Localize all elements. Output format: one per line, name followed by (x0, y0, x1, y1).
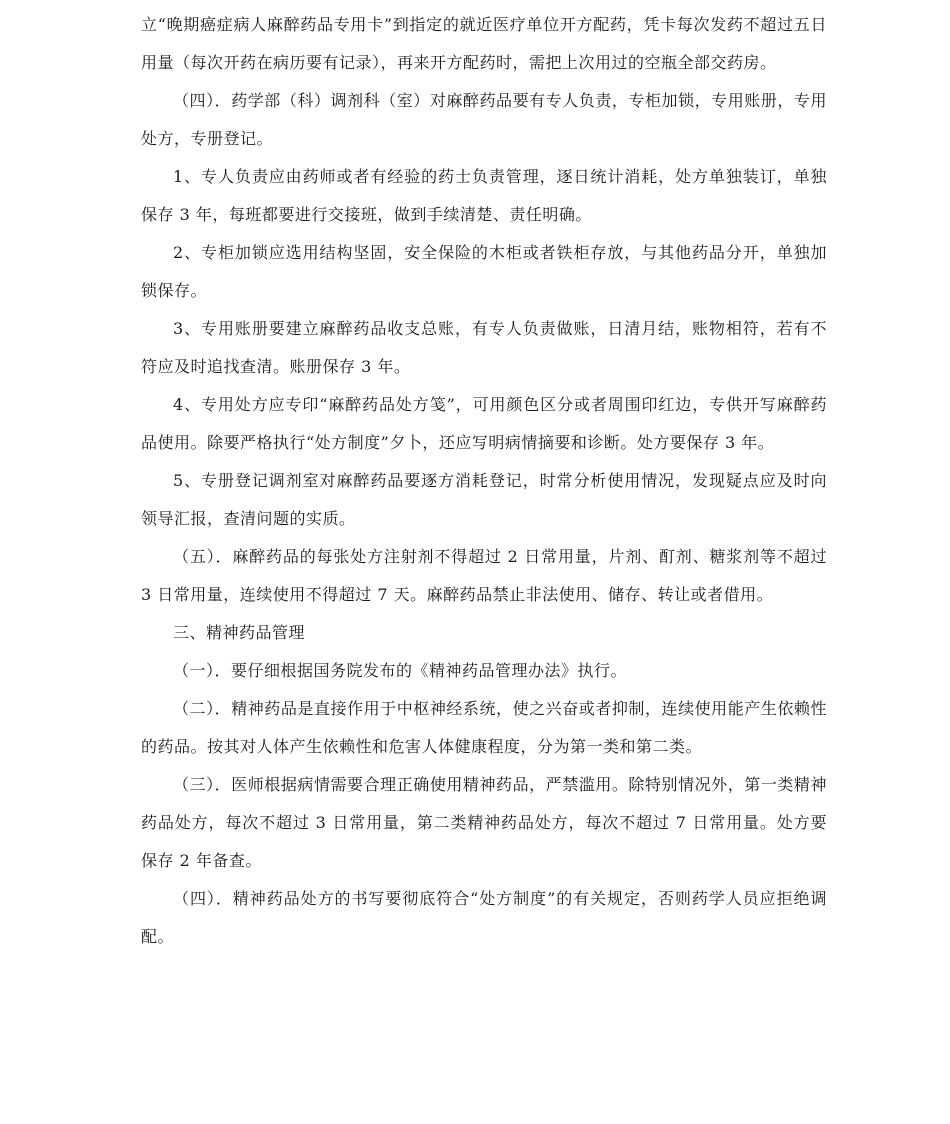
document-page (141, 6, 827, 956)
paragraph-1: 立“晚期癌症病人麻醉药品专用卡”到指定的就近医疗单位开方配药，凭卡每次发药不超过五日用量（每次开药在病历要有记录），再来开方配药时，需把上次用过的空瓶全部交药房。 (141, 15, 827, 72)
paragraph-3: 1、专人负责应由药师或者有经验的药士负责管理，逐日统计消耗，处方单独装订，单独保存 3 年，每班都要进行交接班，做到手续清楚、责任明确。 (141, 167, 827, 224)
paragraph-12: （三）．医师根据病情需要合理正确使用精神药品，严禁滥用。除特别情况外，第一类精神药品处方，每次不超过 3 日常用量，第二类精神药品处方，每次不超过 7 日常用量。处方要保存 2 年备查。 (141, 775, 827, 870)
paragraph-10: （一）．要仔细根据国务院发布的《精神药品管理办法》执行。 (173, 661, 628, 680)
paragraph-7: 5、专册登记调剂室对麻醉药品要逐方消耗登记，时常分析使用情况，发现疑点应及时向领导汇报，查清问题的实质。 (141, 471, 827, 528)
section-heading: 三、精神药品管理 (173, 623, 306, 642)
paragraph-8: （五）．麻醉药品的每张处方注射剂不得超过 2 日常用量，片剂、酊剂、糖浆剂等不超过 3 日常用量，连续使用不得超过 7 天。麻醉药品禁止非法使用、储存、转让或者借用。 (141, 547, 827, 604)
paragraph-11: （二）．精神药品是直接作用于中枢神经系统，使之兴奋或者抑制，连续使用能产生依赖性的药品。按其对人体产生依赖性和危害人体健康程度，分为第一类和第二类。 (141, 699, 827, 756)
paragraph-4: 2、专柜加锁应选用结构坚固，安全保险的木柜或者铁柜存放，与其他药品分开，单独加锁保存。 (141, 243, 827, 300)
paragraph-6: 4、专用处方应专印“麻醉药品处方笺”，可用颜色区分或者周围印红边，专供开写麻醉药品使用。除要严格执行“处方制度”夕卜，还应写明病情摘要和诊断。处方要保存 3 年。 (141, 395, 827, 452)
paragraph-5: 3、专用账册要建立麻醉药品收支总账，有专人负责做账，日清月结，账物相符，若有不符应及时追找查清。账册保存 3 年。 (141, 319, 827, 376)
paragraph-13: （四）．精神药品处方的书写要彻底符合“处方制度”的有关规定，否则药学人员应拒绝调配。 (141, 889, 827, 946)
paragraph-2: （四）．药学部（科）调剂科（室）对麻醉药品要有专人负责，专柜加锁，专用账册，专用处方，专册登记。 (141, 91, 827, 148)
